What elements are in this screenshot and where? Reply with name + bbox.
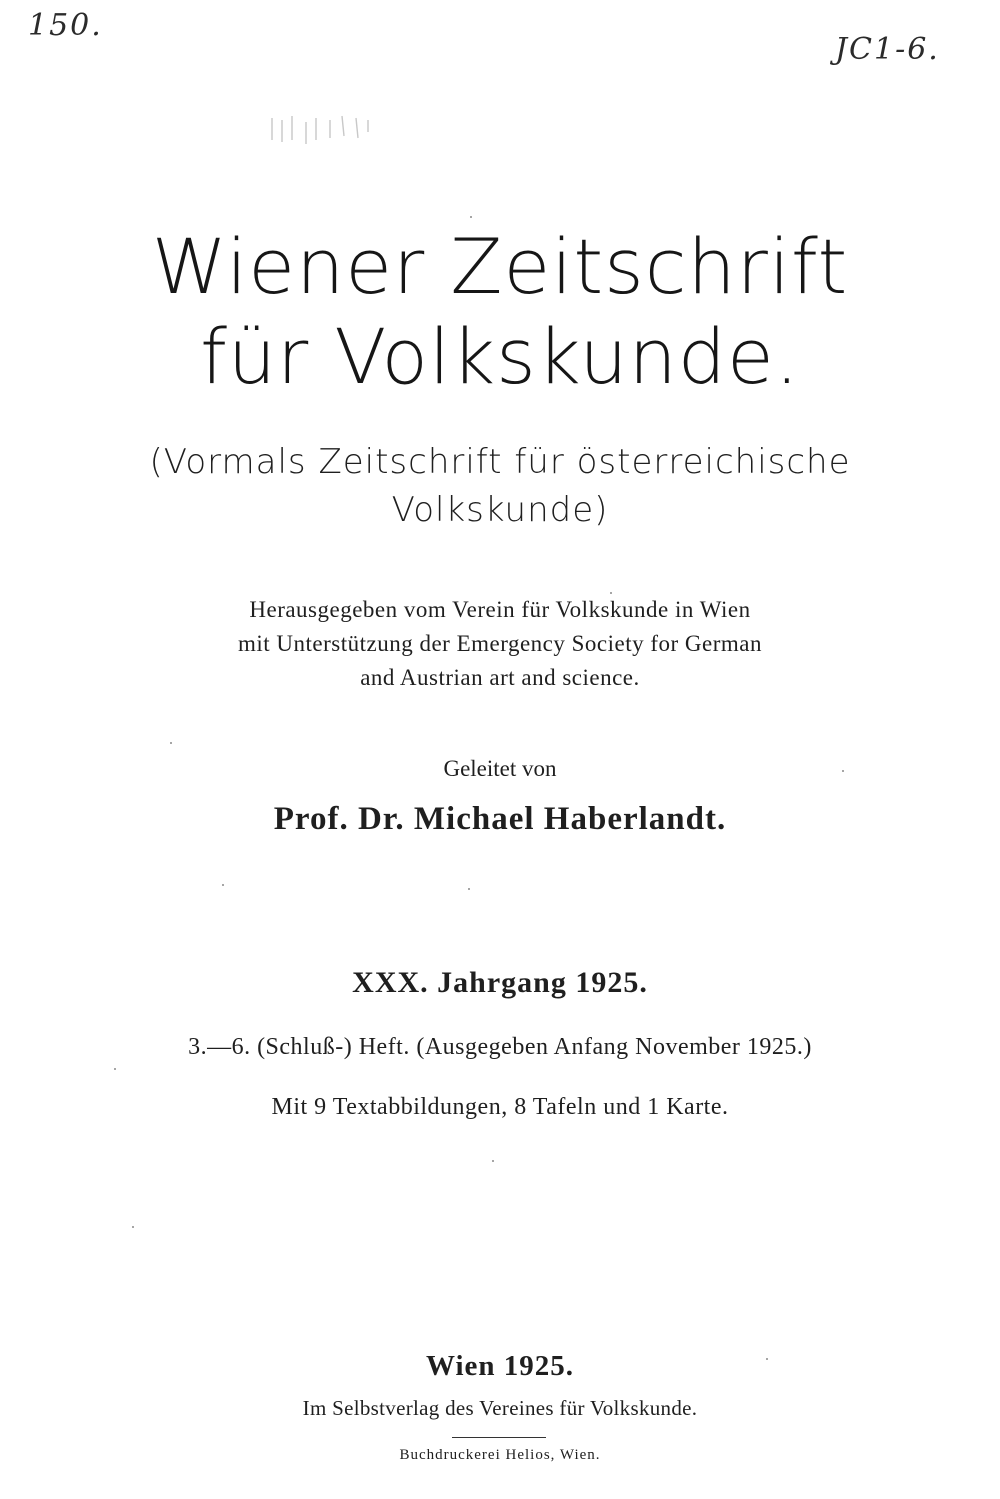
volume-year: XXX. Jahrgang 1925.	[352, 966, 648, 999]
journal-title-line-1: Wiener Zeitschrift	[151, 222, 849, 311]
paper-speck	[492, 1160, 494, 1162]
paper-speck	[842, 770, 844, 772]
imprint-publisher: Im Selbstverlag des Vereines für Volkskunde.	[302, 1396, 698, 1420]
paper-speck	[114, 1068, 116, 1070]
faint-stamp-mark	[268, 110, 378, 150]
issue-info: 3.—6. (Schluß-) Heft. (Ausgegeben Anfang November 1925.)	[188, 1034, 812, 1060]
publisher-line-1: Herausgegeben vom Verein für Volkskunde in Wien	[249, 597, 751, 622]
subtitle-line-1: (Vormals Zeitschrift für österreichische	[149, 442, 851, 482]
divider-rule	[452, 1437, 546, 1438]
editor-name: Prof. Dr. Michael Haberlandt.	[273, 801, 727, 837]
paper-speck	[132, 1226, 134, 1228]
imprint-place-year: Wien 1925.	[425, 1350, 575, 1382]
journal-title-line-2: für Volkskunde.	[200, 312, 800, 401]
printer-line: Buchdruckerei Helios, Wien.	[399, 1447, 601, 1463]
handwritten-note-left: 150.	[28, 8, 103, 43]
paper-speck	[170, 742, 172, 744]
paper-speck	[468, 888, 470, 890]
paper-speck	[222, 884, 224, 886]
publisher-line-2: mit Unterstützung der Emergency Society for German	[237, 631, 763, 656]
illustrations-info: Mit 9 Textabbildungen, 8 Tafeln und 1 Karte.	[271, 1094, 729, 1120]
paper-speck	[766, 1358, 768, 1360]
edited-by-label: Geleitet von	[443, 756, 557, 781]
subtitle-line-2: Volkskunde)	[391, 490, 609, 530]
publisher-line-3: and Austrian art and science.	[360, 665, 640, 690]
handwritten-note-right: JC1-6.	[835, 32, 940, 67]
paper-speck	[610, 592, 612, 594]
paper-speck	[470, 216, 472, 218]
